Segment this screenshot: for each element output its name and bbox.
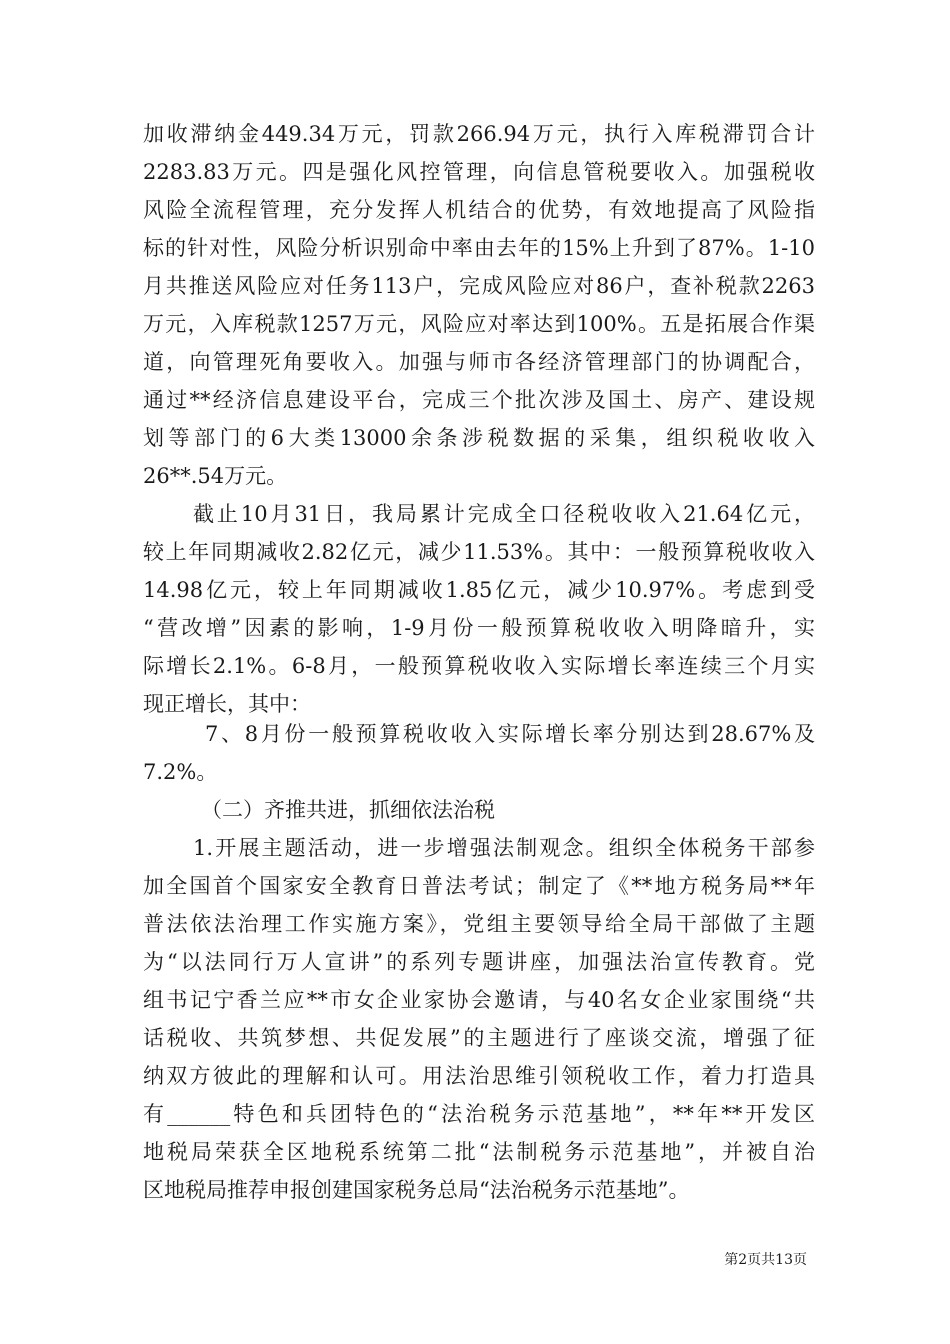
- text-line: 通过**经济信息建设平台，完成三个批次涉及国土、房产、建设规: [143, 388, 815, 412]
- text-line: 为“以法同行万人宣讲”的系列专题讲座，加强法治宣传教育。党: [143, 950, 815, 974]
- text-line: 7.2%。: [143, 760, 218, 784]
- text-line: 风险全流程管理，充分发挥人机结合的优势，有效地提高了风险指: [143, 198, 815, 222]
- text-line: 标的针对性，风险分析识别命中率由去年的15%上升到了87%。1-10: [143, 236, 815, 260]
- text-line: 话税收、共筑梦想、共促发展”的主题进行了座谈交流，增强了征: [143, 1026, 815, 1050]
- text-line: 2283.83万元。四是强化风控管理，向信息管税要收入。加强税收: [143, 160, 815, 184]
- text-line: 有______特色和兵团特色的“法治税务示范基地”，**年**开发区: [143, 1102, 815, 1126]
- text-line: 加收滞纳金449.34万元，罚款266.94万元，执行入库税滞罚合计: [143, 122, 815, 146]
- text-line: 划等部门的6大类13000余条涉税数据的采集，组织税收收入: [143, 426, 815, 450]
- text-line: 26**.54万元。: [143, 464, 288, 488]
- text-line: 7、8月份一般预算税收收入实际增长率分别达到28.67%及: [205, 722, 815, 746]
- text-line: 现正增长，其中：: [143, 692, 311, 716]
- text-line: 1.开展主题活动，进一步增强法制观念。组织全体税务干部参: [193, 836, 815, 860]
- text-line: 加全国首个国家安全教育日普法考试；制定了《**地方税务局**年: [143, 874, 815, 898]
- text-line: “营改增”因素的影响，1-9月份一般预算税收收入明降暗升，实: [143, 616, 815, 640]
- text-line: 地税局荣获全区地税系统第二批“法制税务示范基地”，并被自治: [143, 1140, 815, 1164]
- text-line: 万元，入库税款1257万元，风险应对率达到100%。五是拓展合作渠: [143, 312, 815, 336]
- text-line: 截止10月31日，我局累计完成全口径税收收入21.64亿元，: [193, 502, 815, 526]
- text-line: 道，向管理死角要收入。加强与师市各经济管理部门的协调配合，: [143, 350, 815, 374]
- text-line: 月共推送风险应对任务113户，完成风险应对86户，查补税款2263: [143, 274, 815, 298]
- text-line: 区地税局推荐申报创建国家税务总局“法治税务示范基地”。: [143, 1178, 690, 1202]
- text-line: 较上年同期减收2.82亿元，减少11.53%。其中：一般预算税收收入: [143, 540, 815, 564]
- text-line: 普法依法治理工作实施方案》，党组主要领导给全局干部做了主题: [143, 912, 815, 936]
- section-heading: （二）齐推共进，抓细依法治税: [201, 798, 495, 822]
- text-line: 纳双方彼此的理解和认可。用法治思维引领税收工作，着力打造具: [143, 1064, 815, 1088]
- text-line: 际增长2.1%。6-8月，一般预算税收收入实际增长率连续三个月实: [143, 654, 815, 678]
- page-number: 第2页共13页: [724, 1252, 807, 1268]
- text-line: 组书记宁香兰应**市女企业家协会邀请，与40名女企业家围绕“共: [143, 988, 815, 1012]
- text-line: 14.98亿元，较上年同期减收1.85亿元，减少10.97%。考虑到受: [143, 578, 815, 602]
